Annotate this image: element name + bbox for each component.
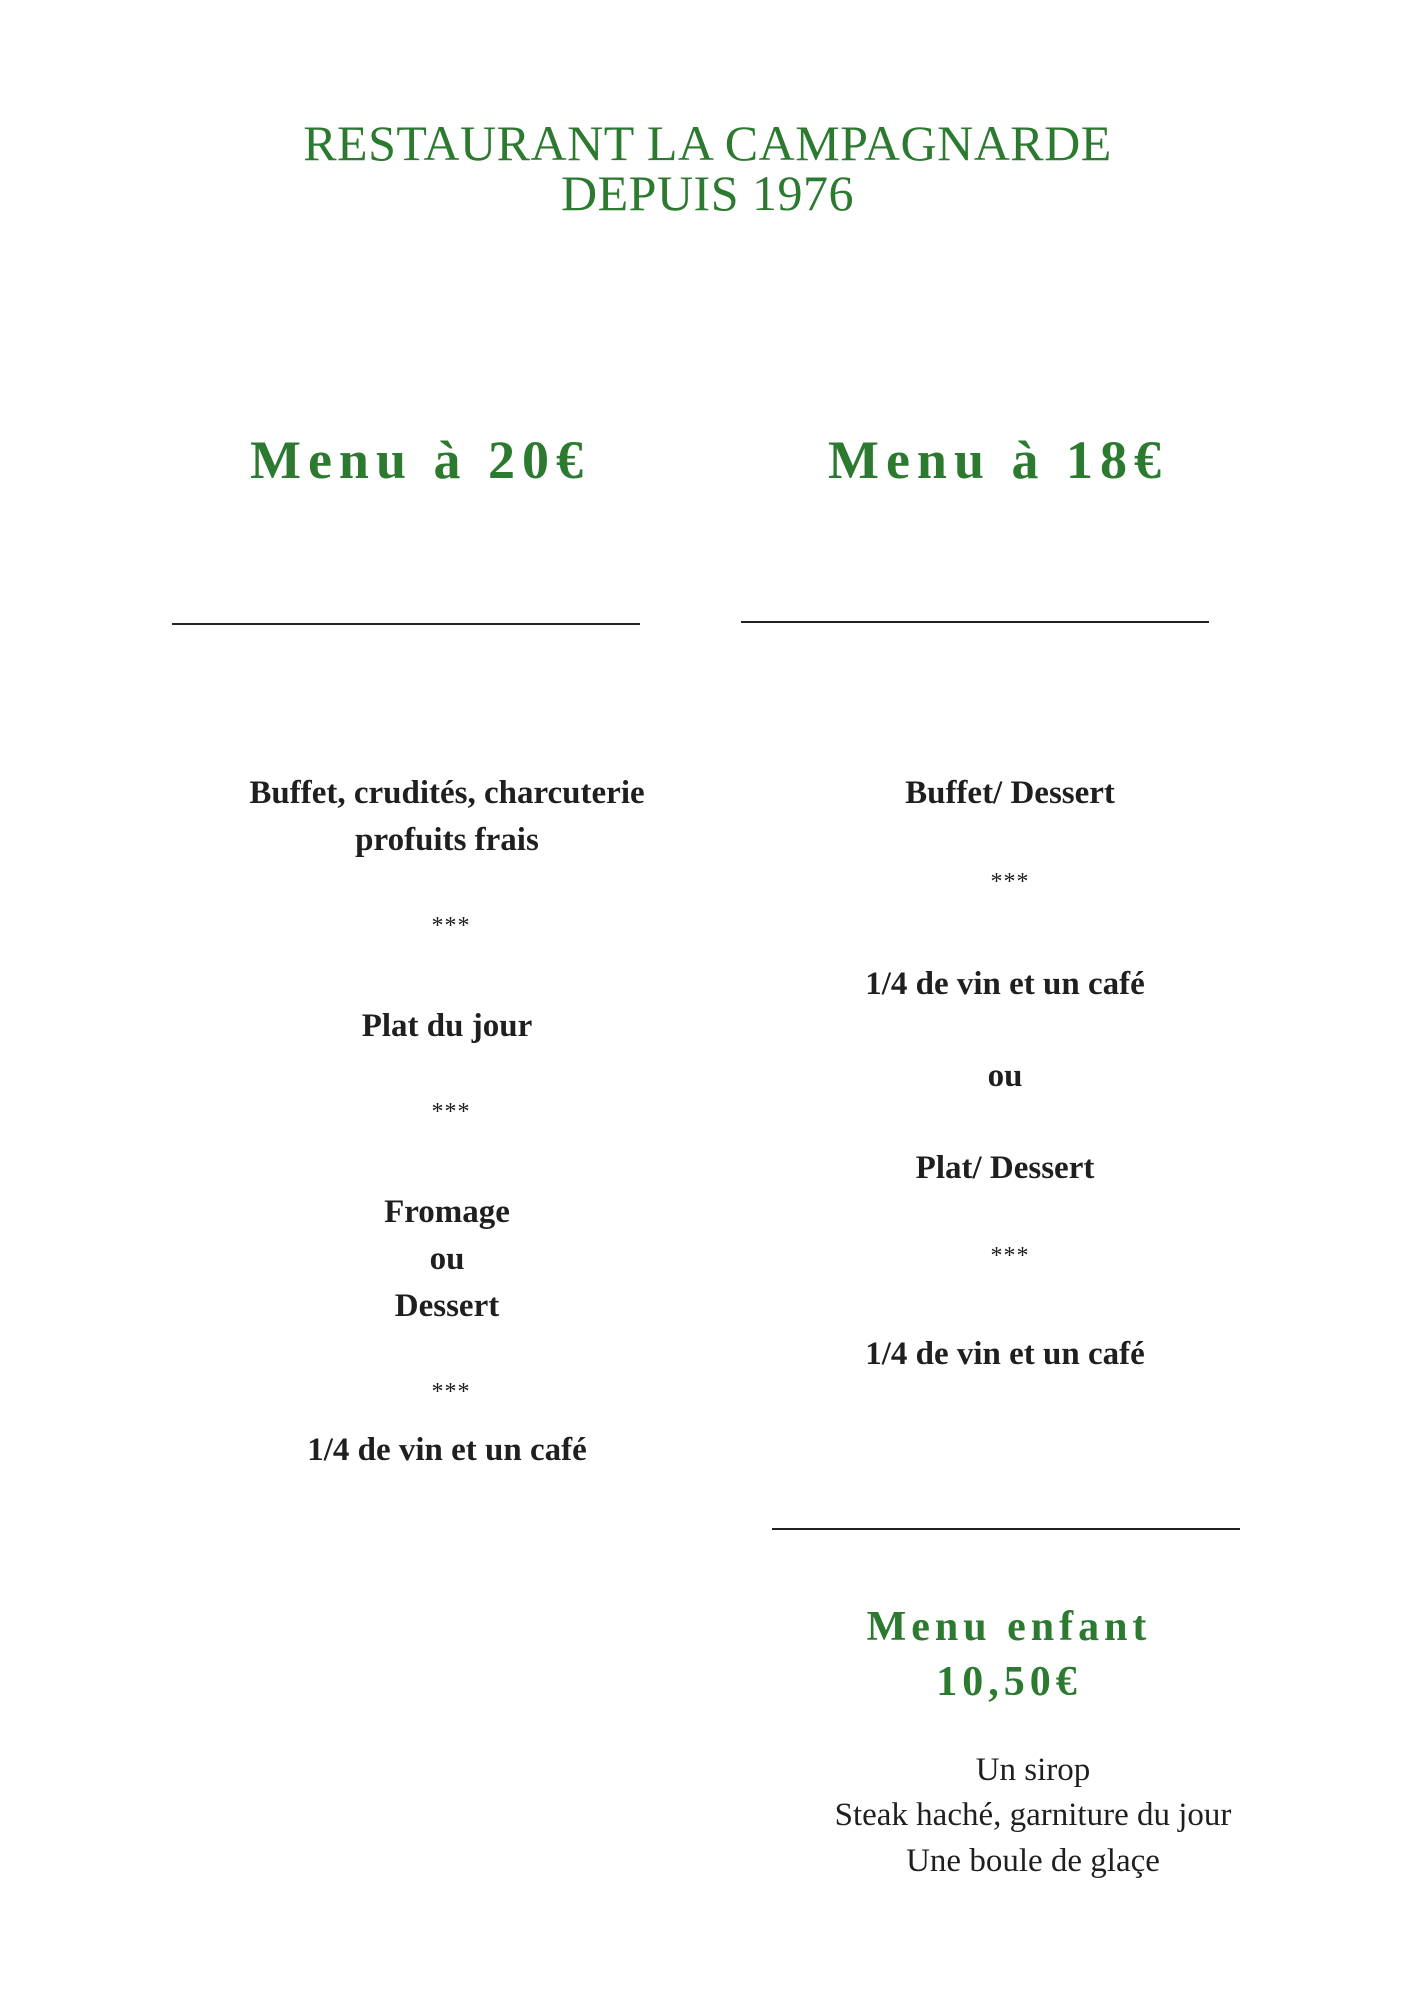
menu-20-buffet-line1: Buffet, crudités, charcuterie	[249, 775, 645, 811]
menu-enfant-item: Steak haché, garniture du jour	[834, 1797, 1232, 1833]
menu-20-dessert: Dessert	[394, 1288, 500, 1324]
restaurant-since: DEPUIS 1976	[560, 165, 855, 221]
menu-enfant-price: 10,50€	[936, 1659, 1082, 1705]
menu-20-separator-2: ***	[431, 1099, 471, 1125]
menu-18-ou: ou	[987, 1058, 1023, 1094]
menu-20-separator-1: ***	[431, 913, 471, 939]
menu-20-divider	[172, 623, 640, 625]
menu-18-plat-dessert: Plat/ Dessert	[915, 1150, 1095, 1186]
menu-enfant-divider	[772, 1528, 1240, 1530]
menu-18-title: Menu à 18€	[828, 430, 1168, 490]
menu-20-buffet-line2: profuits frais	[355, 822, 539, 858]
menu-20-fromage: Fromage	[384, 1194, 510, 1230]
menu-18-vin-cafe-2: 1/4 de vin et un café	[865, 1336, 1145, 1372]
menu-18-divider	[741, 621, 1209, 623]
restaurant-name: RESTAURANT LA CAMPAGNARDE	[303, 115, 1112, 171]
menu-enfant-title: Menu enfant	[866, 1604, 1152, 1650]
menu-20-ou: ou	[429, 1241, 465, 1277]
menu-20-title: Menu à 20€	[250, 430, 590, 490]
menu-20-vin-cafe: 1/4 de vin et un café	[307, 1432, 587, 1468]
menu-20-plat: Plat du jour	[361, 1008, 533, 1044]
menu-20-separator-3: ***	[431, 1379, 471, 1405]
menu-enfant-item: Une boule de glaçe	[906, 1843, 1160, 1879]
menu-18-separator-2: ***	[990, 1243, 1030, 1269]
menu-18-buffet-dessert: Buffet/ Dessert	[905, 775, 1115, 811]
menu-18-vin-cafe-1: 1/4 de vin et un café	[865, 966, 1145, 1002]
menu-18-separator-1: ***	[990, 869, 1030, 895]
menu-enfant-item: Un sirop	[975, 1752, 1091, 1788]
